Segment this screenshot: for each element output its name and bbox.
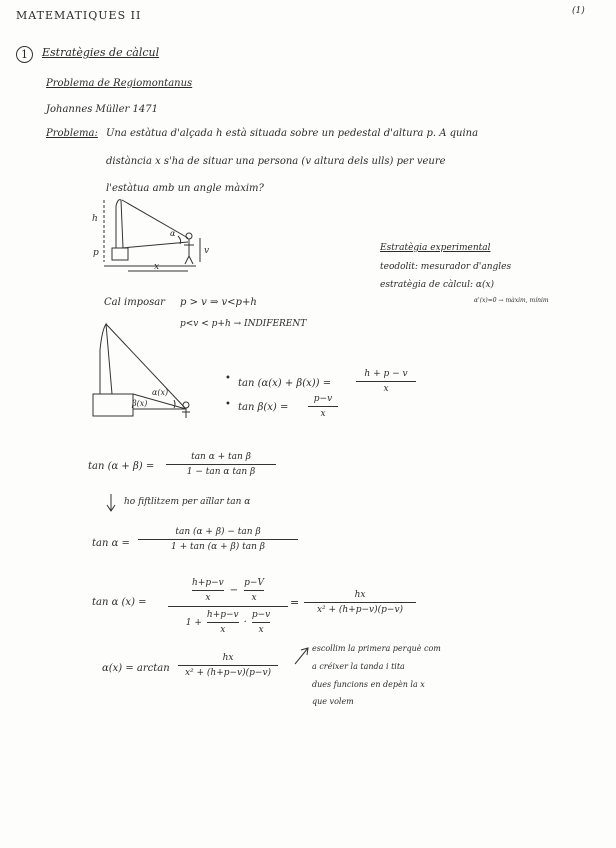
bullet-2-fraction: [308, 394, 338, 419]
formula-sum-den: 1 − tan α tan β: [186, 467, 256, 477]
label-v: v: [204, 246, 210, 256]
cal-imposar-line-1: p > v ⇒ v<p+h: [180, 297, 257, 308]
formula-tan-alpha-x-bottom: [168, 610, 288, 635]
result-den: x² + (h+p−v)(p−v): [316, 605, 404, 615]
frac-n3: [207, 610, 239, 635]
dot-sign: ·: [243, 617, 247, 628]
formula-tan-alpha-x-main: [168, 578, 288, 635]
bullet-1-fraction: [356, 369, 416, 394]
frac-n2-num: p−V: [244, 578, 264, 588]
page-title: MATEMATIQUES II: [16, 9, 142, 22]
bullet-2-num: p−v: [313, 394, 333, 404]
frac-n3-den: x: [220, 625, 226, 635]
statue-diagram-1: [104, 200, 200, 271]
formula-sum-lhs: tan (α + β) =: [88, 461, 155, 472]
den-one: 1 +: [185, 617, 202, 628]
equals-sign: =: [290, 596, 300, 609]
author-line: Johannes Müller 1471: [46, 104, 158, 115]
side-note-line-3: dues funcions en depèn la x: [312, 680, 425, 689]
bullet-2-marker: •: [225, 399, 231, 410]
note-isolate: ho fiftlitzem per aïllar tan α: [124, 497, 251, 507]
result-num: hx: [354, 590, 366, 600]
minus-sign: −: [229, 585, 239, 596]
strategy-title: Estratègia experimental: [380, 243, 491, 253]
formula-tan-alpha-x-result: [304, 590, 416, 615]
page-number: (1): [572, 6, 585, 16]
formula-alpha-x-den: x² + (h+p−v)(p−v): [184, 668, 272, 678]
bullet-1-num: h + p − v: [364, 369, 408, 379]
strategy-line-3: α'(x)=0 → màxim, mínim: [474, 297, 549, 304]
problem-line-2: distància x s'ha de situar una persona (v altura dels ulls) per veure: [106, 156, 446, 167]
bullet-1-marker: •: [225, 373, 231, 384]
problem-label: Problema:: [46, 128, 98, 139]
cal-imposar-line-2: p<v < p+h → INDIFERENT: [180, 319, 307, 329]
section-number: 1: [16, 46, 33, 63]
cal-imposar-label: Cal imposar: [104, 297, 165, 308]
label-h: h: [92, 214, 98, 224]
frac-n3-num: h+p−v: [206, 610, 239, 620]
frac-n4: [252, 610, 270, 635]
formula-alpha-x-lhs: α(x) = arctan: [102, 663, 170, 674]
problem-line-3: l'estàtua amb un angle màxim?: [106, 183, 264, 194]
formula-alpha-x-fraction: [178, 653, 278, 678]
formula-alpha-x-num: hx: [222, 653, 234, 663]
label-p: p: [93, 248, 99, 258]
label-alpha: α: [170, 229, 176, 238]
formula-tan-alpha-den: 1 + tan (α + β) tan β: [171, 542, 265, 552]
problem-line-1: Una estàtua d'alçada h està situada sobre un pedestal d'altura p. A quina: [106, 128, 479, 139]
formula-sum-fraction: [166, 452, 276, 477]
side-note-line-1: escollim la primera perquè com: [312, 644, 441, 653]
main-fraction-bar: [168, 606, 288, 607]
bullet-1-lhs: tan (α(x) + β(x)) =: [238, 378, 332, 389]
label-alpha-x: α(x): [152, 388, 169, 397]
frac-n1-den: x: [205, 593, 211, 603]
strategy-line-2: estratègia de càlcul: α(x): [380, 280, 495, 290]
section-title: Estratègies de càlcul: [42, 46, 160, 59]
formula-tan-alpha-x-lhs: tan α (x) =: [92, 597, 147, 608]
bullet-2-lhs: tan β(x) =: [238, 402, 289, 413]
frac-n2-den: x: [251, 593, 257, 603]
label-beta-x: β(x): [132, 399, 148, 408]
frac-n2: [244, 578, 264, 603]
frac-n1-num: h+p−v: [192, 578, 224, 588]
side-note-line-4: que volem: [312, 697, 354, 706]
formula-tan-alpha-num: tan (α + β) − tan β: [175, 527, 261, 537]
formula-sum-num: tan α + tan β: [191, 452, 251, 462]
formula-tan-alpha-fraction: [138, 527, 298, 552]
frac-n4-num: p−v: [251, 610, 271, 620]
bullet-2-den: x: [320, 409, 326, 419]
label-x: x: [154, 262, 160, 272]
frac-n1: [192, 578, 224, 603]
frac-n4-den: x: [258, 625, 264, 635]
formula-tan-alpha-lhs: tan α =: [92, 538, 130, 549]
strategy-line-1: teodolit: mesurador d'angles: [380, 262, 512, 272]
side-note-line-2: a créixer la tanda i tita: [312, 662, 405, 671]
formula-tan-alpha-x-top: [168, 578, 288, 603]
bullet-1-den: x: [383, 384, 389, 394]
problem-name: Problema de Regiomontanus: [46, 78, 193, 89]
